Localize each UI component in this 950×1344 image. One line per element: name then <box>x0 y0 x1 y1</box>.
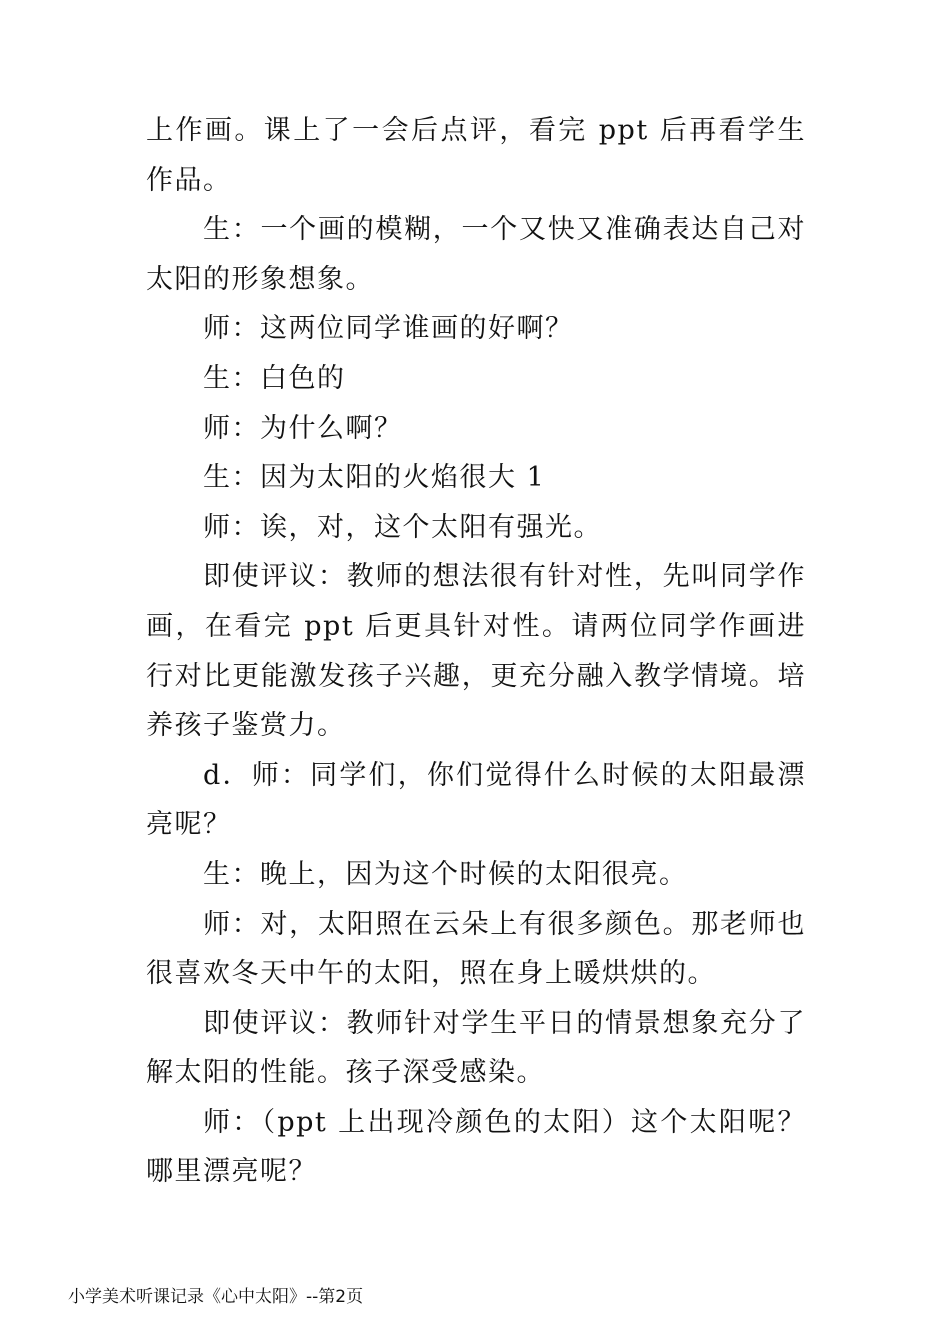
paragraph: d．师：同学们，你们觉得什么时候的太阳最漂亮呢？ <box>146 759 806 841</box>
paragraph: 生：一个画的模糊，一个又快又准确表达自己对太阳的形象想象。 <box>146 214 806 295</box>
paragraph: 生：因为太阳的火焰很大 1 <box>203 462 546 494</box>
paragraph: 师：（ppt 上出现冷颜色的太阳）这个太阳呢？哪里漂亮呢？ <box>146 1106 806 1188</box>
paragraph: 即使评议：教师的想法很有针对性，先叫同学作画，在看完 ppt 后更具针对性。请两位同学作画进行对比更能激发孩子兴趣，更充分融入教学情境。培养孩子鉴赏力。 <box>146 561 806 742</box>
paragraph: 生：晚上，因为这个时候的太阳很亮。 <box>203 858 688 890</box>
paragraph: 师：诶，对，这个太阳有强光。 <box>203 511 602 543</box>
paragraph: 即使评议：教师针对学生平日的情景想象充分了解太阳的性能。孩子深受感染。 <box>146 1007 806 1089</box>
document-body <box>146 106 806 1197</box>
paragraph: 生：白色的 <box>203 362 346 394</box>
paragraph: 师：这两位同学谁画的好啊？ <box>203 313 574 345</box>
paragraph: 师：对，太阳照在云朵上有很多颜色。那老师也很喜欢冬天中午的太阳，照在身上暖烘烘的。 <box>146 908 806 990</box>
paragraph: 上作画。课上了一会后点评，看完 ppt 后再看学生作品。 <box>146 115 806 196</box>
page-footer: 小学美术听课记录《心中太阳》--第2页 <box>68 1287 364 1307</box>
paragraph: 师：为什么啊？ <box>203 412 403 444</box>
